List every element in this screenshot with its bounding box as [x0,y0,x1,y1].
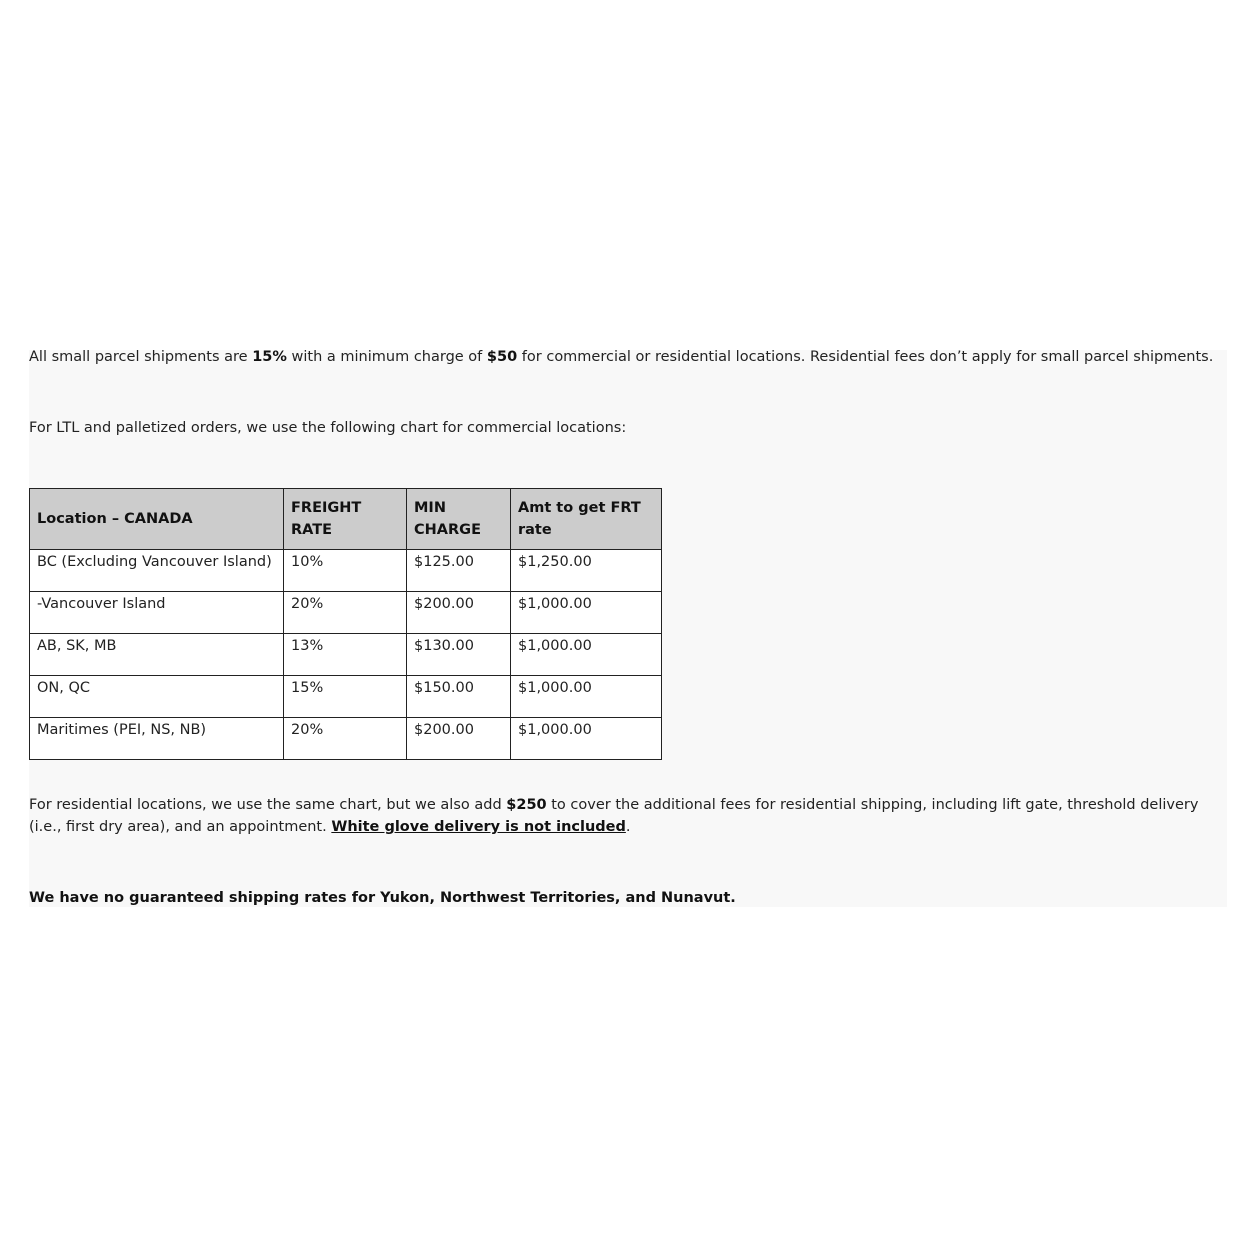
cell-freight-rate: 20% [284,592,407,634]
residential-text-2: to cover the additional fees for residential shipping, including lift gate, threshold delivery (i.e., first dry area), and an appointment. [29,797,1199,835]
cell-freight-rate: 10% [284,550,407,592]
intro-min-charge: $50 [486,349,518,365]
cell-location: BC (Excluding Vancouver Island) [30,550,284,592]
table-header-row [30,489,662,550]
cell-amt-frt-rate: $1,250.00 [511,550,662,592]
residential-surcharge: $250 [506,797,547,813]
cell-min-charge: $150.00 [407,676,511,718]
cell-amt-frt-rate: $1,000.00 [511,718,662,760]
residential-paragraph [29,794,1229,838]
cell-location: ON, QC [30,676,284,718]
table-row [30,718,662,760]
cell-location: -Vancouver Island [30,592,284,634]
cell-freight-rate: 13% [284,634,407,676]
cell-amt-frt-rate: $1,000.00 [511,676,662,718]
residential-text-3: . [625,819,631,835]
cell-location: Maritimes (PEI, NS, NB) [30,718,284,760]
cell-amt-frt-rate: $1,000.00 [511,634,662,676]
cell-min-charge: $130.00 [407,634,511,676]
freight-rate-table [29,488,662,760]
cell-freight-rate: 15% [284,676,407,718]
ltl-intro-paragraph: For LTL and palletized orders, we use the following chart for commercial locations: [29,420,627,436]
intro-text-1: All small parcel shipments are [29,349,253,365]
white-glove-link[interactable]: White glove delivery is not included [331,819,626,835]
territories-note [29,887,736,909]
intro-rate: 15% [252,349,287,365]
header-amt-frt-rate: Amt to get FRT rate [511,489,662,550]
cell-freight-rate: 20% [284,718,407,760]
territories-note-text: We have no guaranteed shipping rates for Yukon, Northwest Territories, and Nunavut. [29,890,736,906]
header-freight-rate: FREIGHT RATE [284,489,407,550]
small-parcel-paragraph [29,346,1213,368]
table-row [30,550,662,592]
table-row [30,592,662,634]
header-location: Location – CANADA [30,489,284,550]
cell-min-charge: $125.00 [407,550,511,592]
cell-amt-frt-rate: $1,000.00 [511,592,662,634]
intro-text-3: for commercial or residential locations. Residential fees don’t apply for small parcel shipments. [517,349,1214,365]
header-min-charge: MIN CHARGE [407,489,511,550]
intro-text-2: with a minimum charge of [286,349,487,365]
table-row [30,634,662,676]
cell-location: AB, SK, MB [30,634,284,676]
cell-min-charge: $200.00 [407,718,511,760]
table-row [30,676,662,718]
residential-text-1: For residential locations, we use the same chart, but we also add [29,797,507,813]
cell-min-charge: $200.00 [407,592,511,634]
